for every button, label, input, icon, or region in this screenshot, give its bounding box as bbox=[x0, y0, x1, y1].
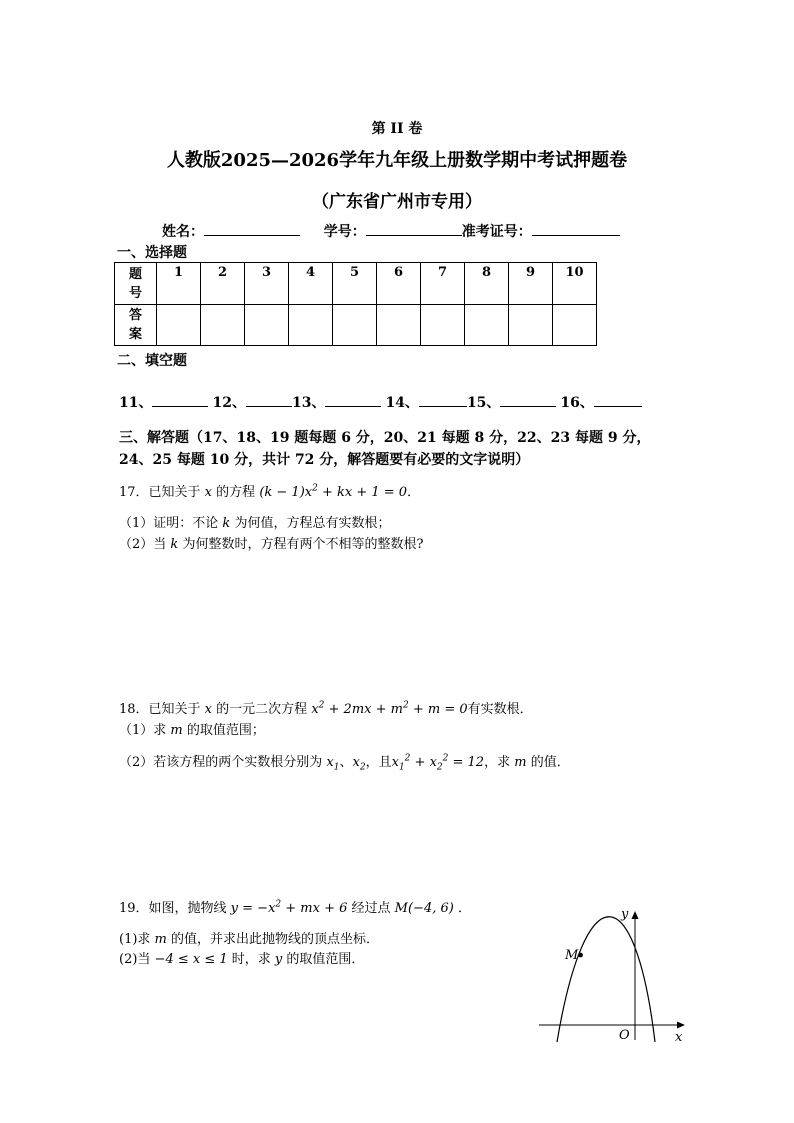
table-header-number: 题 号 bbox=[115, 263, 157, 305]
fill-blank[interactable] bbox=[419, 392, 467, 407]
name-blank[interactable] bbox=[204, 221, 300, 236]
exam-number-blank[interactable] bbox=[532, 221, 620, 236]
answer-table bbox=[114, 262, 597, 346]
origin-label: O bbox=[619, 1028, 630, 1043]
answer-cell[interactable] bbox=[465, 305, 509, 346]
exam-number-label: 准考证号： bbox=[461, 224, 532, 240]
x-axis-arrow bbox=[677, 1022, 685, 1029]
point-m-label: M bbox=[565, 948, 579, 963]
answer-cell[interactable] bbox=[421, 305, 465, 346]
question-number-cell: 10 bbox=[553, 263, 597, 305]
question-number-cell: 7 bbox=[421, 263, 465, 305]
answer-cell[interactable] bbox=[289, 305, 333, 346]
question-number-cell: 5 bbox=[333, 263, 377, 305]
volume-label: 第 II 卷 bbox=[371, 121, 423, 137]
answer-cell[interactable] bbox=[245, 305, 289, 346]
question-number-cell: 9 bbox=[509, 263, 553, 305]
x-axis-label: x bbox=[675, 1030, 683, 1045]
answer-cell[interactable] bbox=[509, 305, 553, 346]
q18-stem: 18．已知关于 x 的一元二次方程 $x^2 + 2mx + m^2 + m = 0$有实数根． bbox=[119, 700, 533, 717]
q19-part1: (1)求 m 的值，并求出此抛物线的顶点坐标． bbox=[119, 932, 380, 947]
page-subtitle: （广东省广州市专用） bbox=[312, 192, 482, 212]
name-label: 姓名： bbox=[162, 224, 204, 240]
fill-blanks-row: 11、 12、 13、 14、 15、 16、 bbox=[119, 392, 642, 412]
id-label: 学号： bbox=[323, 224, 366, 240]
question-number-cell: 3 bbox=[245, 263, 289, 305]
y-axis-arrow bbox=[632, 911, 639, 919]
q18-equation: $x^2 + 2mx + m^2 + m = 0$ bbox=[311, 700, 468, 717]
parabola-figure bbox=[535, 900, 695, 1048]
q19-stem: 19．如图，抛物线 $y = -x^2$ + mx + 6 经过点 M(−4, 6) ． bbox=[119, 899, 471, 916]
question-number-cell: 6 bbox=[377, 263, 421, 305]
section-solve-title-line2: 24、25 每题 10 分，共计 72 分，解答题要有必要的文字说明） bbox=[119, 452, 530, 468]
table-header-answer: 答 案 bbox=[115, 305, 157, 346]
y-axis-label: y bbox=[621, 907, 629, 922]
fill-blank[interactable] bbox=[246, 392, 292, 407]
question-number-cell: 2 bbox=[201, 263, 245, 305]
page-title: 人教版2025—2026学年九年级上册数学期中考试押题卷 bbox=[166, 150, 628, 171]
answer-cell[interactable] bbox=[553, 305, 597, 346]
fill-blank[interactable] bbox=[594, 392, 642, 407]
section-fill-title: 二、填空题 bbox=[117, 353, 187, 369]
question-number-cell: 8 bbox=[465, 263, 509, 305]
id-blank[interactable] bbox=[366, 221, 462, 236]
point-m bbox=[578, 953, 583, 958]
section-solve-title-line1: 三、解答题（17、18、19 题每题 6 分，20、21 每题 8 分，22、23 每题 9 分， bbox=[119, 430, 651, 446]
answer-cell[interactable] bbox=[201, 305, 245, 346]
answer-cell[interactable] bbox=[333, 305, 377, 346]
question-number-cell: 1 bbox=[157, 263, 201, 305]
student-info-row bbox=[162, 221, 620, 241]
q17-part2: （2）当 k 为何整数时，方程有两个不相等的整数根? bbox=[119, 537, 424, 552]
parabola-curve bbox=[557, 917, 655, 1042]
q18-part2: （2）若该方程的两个实数根分别为 $x_1$、$x_2$，且$x_1^2 + x_2^2 = 12$，求 m 的值． bbox=[119, 753, 570, 773]
q18-part1: （1）求 m 的取值范围； bbox=[119, 723, 265, 738]
q19-part2: (2)当 −4 ≤ x ≤ 1 时，求 y 的取值范围． bbox=[119, 952, 365, 967]
question-number-cell: 4 bbox=[289, 263, 333, 305]
q17-stem: 17．已知关于 x 的方程 $(k - 1)x^2$ + kx + 1 = 0． bbox=[119, 483, 421, 500]
answer-cell[interactable] bbox=[157, 305, 201, 346]
q17-equation: $(k - 1)x^2$ + kx + 1 = 0 bbox=[259, 483, 408, 500]
fill-blank[interactable] bbox=[152, 392, 208, 407]
fill-blank[interactable] bbox=[500, 392, 556, 407]
q17-part1: （1）证明：不论 k 为何值，方程总有实数根； bbox=[119, 516, 391, 531]
section-choice-title: 一、选择题 bbox=[117, 245, 187, 261]
fill-blank[interactable] bbox=[325, 392, 381, 407]
answer-cell[interactable] bbox=[377, 305, 421, 346]
